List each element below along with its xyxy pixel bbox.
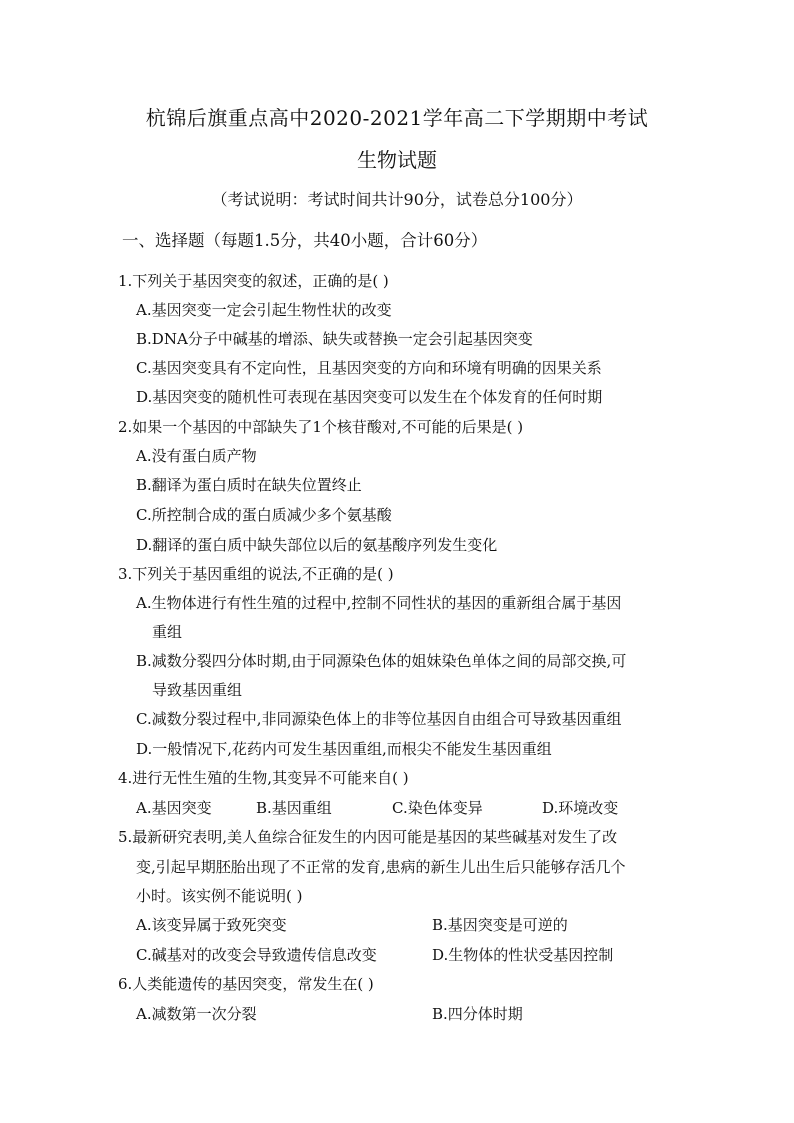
question-2-option-b: B.翻译为蛋白质时在缺失位置终止 [136, 476, 362, 494]
question-2-stem: 2.如果一个基因的中部缺失了1个核苷酸对,不可能的后果是( ) [118, 418, 524, 436]
question-2-option-c: C.所控制合成的蛋白质减少多个氨基酸 [136, 506, 392, 524]
question-3-stem: 3.下列关于基因重组的说法,不正确的是( ) [118, 565, 394, 583]
question-1-option-b: B.DNA分子中碱基的增添、缺失或替换一定会引起基因突变 [136, 330, 533, 348]
page-subtitle: 生物试题 [357, 148, 437, 172]
question-5-stem-line2: 变,引起早期胚胎出现了不正常的发育,患病的新生儿出生后只能够存活几个 [136, 858, 626, 876]
question-4-option-c: C.染色体变异 [392, 799, 483, 817]
question-3-option-d: D.一般情况下,花药内可发生基因重组,而根尖不能发生基因重组 [136, 740, 552, 758]
question-1-stem: 1.下列关于基因突变的叙述，正确的是( ) [118, 272, 389, 290]
question-1-option-c: C.基因突变具有不定向性，且基因突变的方向和环境有明确的因果关系 [136, 359, 602, 377]
question-4-option-b: B.基因重组 [256, 799, 332, 817]
question-5-stem-line3: 小时。该实例不能说明( ) [136, 887, 303, 905]
question-4-stem: 4.进行无性生殖的生物,其变异不可能来自( ) [118, 769, 409, 787]
question-4-option-d: D.环境改变 [542, 799, 619, 817]
section-heading: 一、选择题（每题1.5分，共40小题，合计60分） [122, 231, 488, 250]
question-5-option-c: C.碱基对的改变会导致遗传信息改变 [136, 946, 377, 964]
question-4-option-a: A.基因突变 [136, 799, 212, 817]
exam-note: （考试说明：考试时间共计90分，试卷总分100分） [211, 190, 583, 209]
question-5-option-d: D.生物体的性状受基因控制 [432, 946, 614, 964]
question-3-option-b-line1: B.减数分裂四分体时期,由于同源染色体的姐妹染色单体之间的局部交换,可 [136, 652, 627, 670]
question-1-option-a: A.基因突变一定会引起生物性状的改变 [136, 301, 392, 319]
question-1-option-d: D.基因突变的随机性可表现在基因突变可以发生在个体发育的任何时期 [136, 388, 603, 406]
question-5-option-b: B.基因突变是可逆的 [432, 916, 568, 934]
question-6-option-a: A.减数第一次分裂 [136, 1005, 257, 1023]
question-2-option-d: D.翻译的蛋白质中缺失部位以后的氨基酸序列发生变化 [136, 536, 498, 554]
question-6-stem: 6.人类能遗传的基因突变，常发生在( ) [118, 975, 374, 993]
question-3-option-c: C.减数分裂过程中,非同源染色体上的非等位基因自由组合可导致基因重组 [136, 710, 622, 728]
question-3-option-a-line1: A.生物体进行有性生殖的过程中,控制不同性状的基因的重新组合属于基因 [136, 594, 622, 612]
question-5-option-a: A.该变异属于致死突变 [136, 916, 287, 934]
question-3-option-a-line2: 重组 [152, 623, 183, 641]
question-6-option-b: B.四分体时期 [432, 1005, 523, 1023]
page-title: 杭锦后旗重点高中2020-2021学年高二下学期期中考试 [145, 106, 649, 130]
question-3-option-b-line2: 导致基因重组 [152, 681, 243, 699]
question-5-stem-line1: 5.最新研究表明,美人鱼综合征发生的内因可能是基因的某些碱基对发生了改 [118, 828, 618, 846]
question-2-option-a: A.没有蛋白质产物 [136, 447, 257, 465]
